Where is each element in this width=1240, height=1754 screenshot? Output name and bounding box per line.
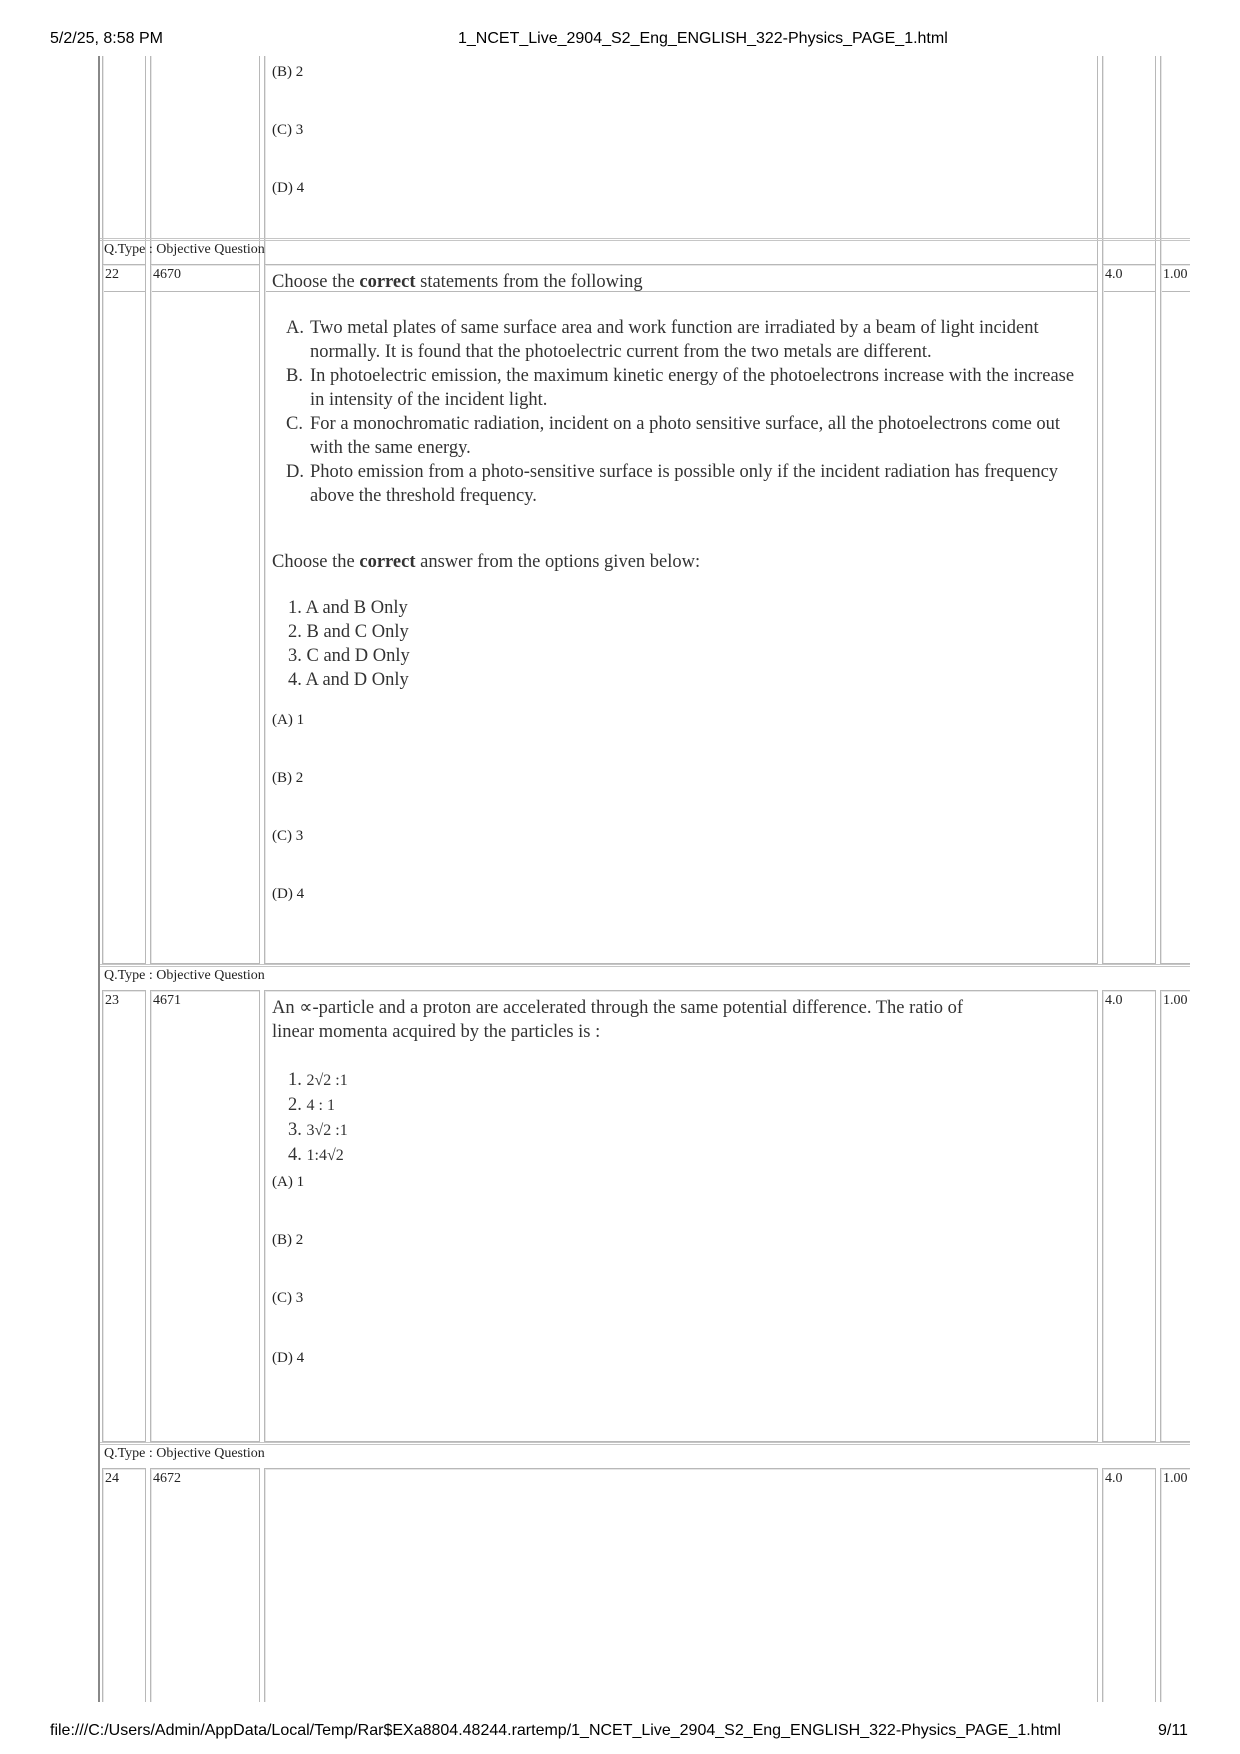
- statement-c: [286, 412, 1086, 460]
- q23-id: 4671: [153, 993, 181, 1008]
- q24-negative-marks: 1.00: [1163, 1471, 1188, 1486]
- qtype-label: Q.Type : Objective Question: [104, 968, 265, 983]
- print-file-path: file:///C:/Users/Admin/AppData/Local/Temp/Rar$EXa8804.48244.rartemp/1_NCET_Live_2904_S2_Eng_ENGLISH_322-Physics_PAGE_1.html: [50, 1722, 1061, 1739]
- prev-marks-cell: [1102, 56, 1156, 292]
- q22-intro-bold: correct: [359, 272, 416, 292]
- prev-question-cell: [264, 56, 1098, 292]
- statement-label: C.: [286, 414, 303, 434]
- ratio-value: 4 : 1: [306, 1097, 335, 1114]
- list-item: 4. A and D Only: [288, 670, 409, 690]
- q23-question-text: [272, 996, 963, 1044]
- q23-option-d: (D) 4: [272, 1350, 305, 1366]
- q23-marks: 4.0: [1105, 993, 1123, 1008]
- q23-neg-cell: [1160, 990, 1190, 1442]
- list-item: [288, 1118, 348, 1143]
- print-title: 1_NCET_Live_2904_S2_Eng_ENGLISH_322-Physics_PAGE_1.html: [458, 30, 948, 47]
- q22-option-a: (A) 1: [272, 712, 305, 728]
- q24-number: 24: [105, 1471, 119, 1486]
- q24-question-cell: [264, 1468, 1098, 1702]
- list-item: [288, 1143, 348, 1168]
- q24-marks: 4.0: [1105, 1471, 1123, 1486]
- statement-text: Two metal plates of same surface area and work function are irradiated by a beam of light incident normally. It is found that the photoelectric current from the two metals are different.: [310, 318, 1039, 362]
- q22-neg-cell: [1160, 264, 1190, 964]
- q22-intro: [272, 270, 643, 294]
- q24-id: 4672: [153, 1471, 181, 1486]
- ratio-value: 1:4√2: [306, 1147, 344, 1164]
- q22-intro-post: statements from the following: [415, 272, 643, 292]
- list-number: 1.: [288, 1070, 302, 1090]
- statement-d: [286, 460, 1086, 508]
- q23-marks-cell: [1102, 990, 1156, 1442]
- q23-ratio-list: [288, 1068, 348, 1168]
- q22-answer-list: [288, 596, 410, 692]
- q22-number: 22: [105, 267, 119, 282]
- statement-a: [286, 316, 1086, 364]
- statement-label: B.: [286, 366, 303, 386]
- q22-marks: 4.0: [1105, 267, 1123, 282]
- prev-option-d: (D) 4: [272, 180, 305, 196]
- q22-intro-pre: Choose the: [272, 272, 360, 292]
- prev-neg-cell: [1160, 56, 1190, 292]
- list-number: 4.: [288, 1145, 302, 1165]
- q22-choose-instruction: [272, 550, 700, 574]
- qtype-label: Q.Type : Objective Question: [104, 1446, 265, 1461]
- q23-text-line1: An ∝-particle and a proton are accelerated through the same potential difference. The ratio of: [272, 998, 964, 1018]
- ratio-value: 3√2 :1: [306, 1122, 348, 1139]
- q22-num-cell: [102, 264, 146, 964]
- list-item: [288, 1093, 348, 1118]
- ratio-value: 2√2 :1: [306, 1072, 348, 1089]
- q24-num-cell: [102, 1468, 146, 1702]
- q23-text-line2: linear momenta acquired by the particles is :: [272, 1022, 601, 1042]
- statement-label: A.: [286, 318, 304, 338]
- print-datetime: 5/2/25, 8:58 PM: [50, 30, 163, 47]
- prev-option-c: (C) 3: [272, 122, 304, 138]
- list-number: 2.: [288, 1095, 302, 1115]
- q23-option-c: (C) 3: [272, 1290, 304, 1306]
- question-table: [98, 56, 1190, 1702]
- q22-option-c: (C) 3: [272, 828, 304, 844]
- q23-id-cell: [150, 990, 260, 1442]
- q23-num-cell: [102, 990, 146, 1442]
- q23-option-a: (A) 1: [272, 1174, 305, 1190]
- separator: [100, 238, 1190, 241]
- statement-text: For a monochromatic radiation, incident on a photo sensitive surface, all the photoelectrons come out with the same energy.: [310, 414, 1061, 458]
- q22-id: 4670: [153, 267, 181, 282]
- q22-option-d: (D) 4: [272, 886, 305, 902]
- q23-question-cell: [264, 990, 1098, 1442]
- statement-text: Photo emission from a photo-sensitive surface is possible only if the incident radiation has frequency above the threshold frequency.: [310, 462, 1059, 506]
- statement-text: In photoelectric emission, the maximum kinetic energy of the photoelectrons increase with the increase in intensity of the incident light.: [310, 366, 1075, 410]
- separator: [100, 1442, 1190, 1445]
- prev-option-b: (B) 2: [272, 64, 304, 80]
- qtype-label: Q.Type : Objective Question: [104, 242, 265, 257]
- q22-option-b: (B) 2: [272, 770, 304, 786]
- statement-label: D.: [286, 462, 304, 482]
- q23-option-b: (B) 2: [272, 1232, 304, 1248]
- q22-choose-post: answer from the options given below:: [415, 552, 701, 572]
- q23-number: 23: [105, 993, 119, 1008]
- separator: [100, 964, 1190, 967]
- q22-id-cell: [150, 264, 260, 964]
- q24-neg-cell: [1160, 1468, 1190, 1702]
- list-item: [288, 1068, 348, 1093]
- q24-id-cell: [150, 1468, 260, 1702]
- table-left-border: [98, 56, 100, 1702]
- list-item: 3. C and D Only: [288, 646, 410, 666]
- list-item: 2. B and C Only: [288, 622, 409, 642]
- q24-marks-cell: [1102, 1468, 1156, 1702]
- list-number: 3.: [288, 1120, 302, 1140]
- q22-choose-bold: correct: [359, 552, 416, 572]
- q22-choose-pre: Choose the: [272, 552, 360, 572]
- list-item: 1. A and B Only: [288, 598, 408, 618]
- q23-negative-marks: 1.00: [1163, 993, 1188, 1008]
- print-page-number: 9/11: [1158, 1722, 1188, 1739]
- q22-statements: [286, 316, 1086, 508]
- q22-negative-marks: 1.00: [1163, 267, 1188, 282]
- q22-marks-cell: [1102, 264, 1156, 964]
- statement-b: [286, 364, 1086, 412]
